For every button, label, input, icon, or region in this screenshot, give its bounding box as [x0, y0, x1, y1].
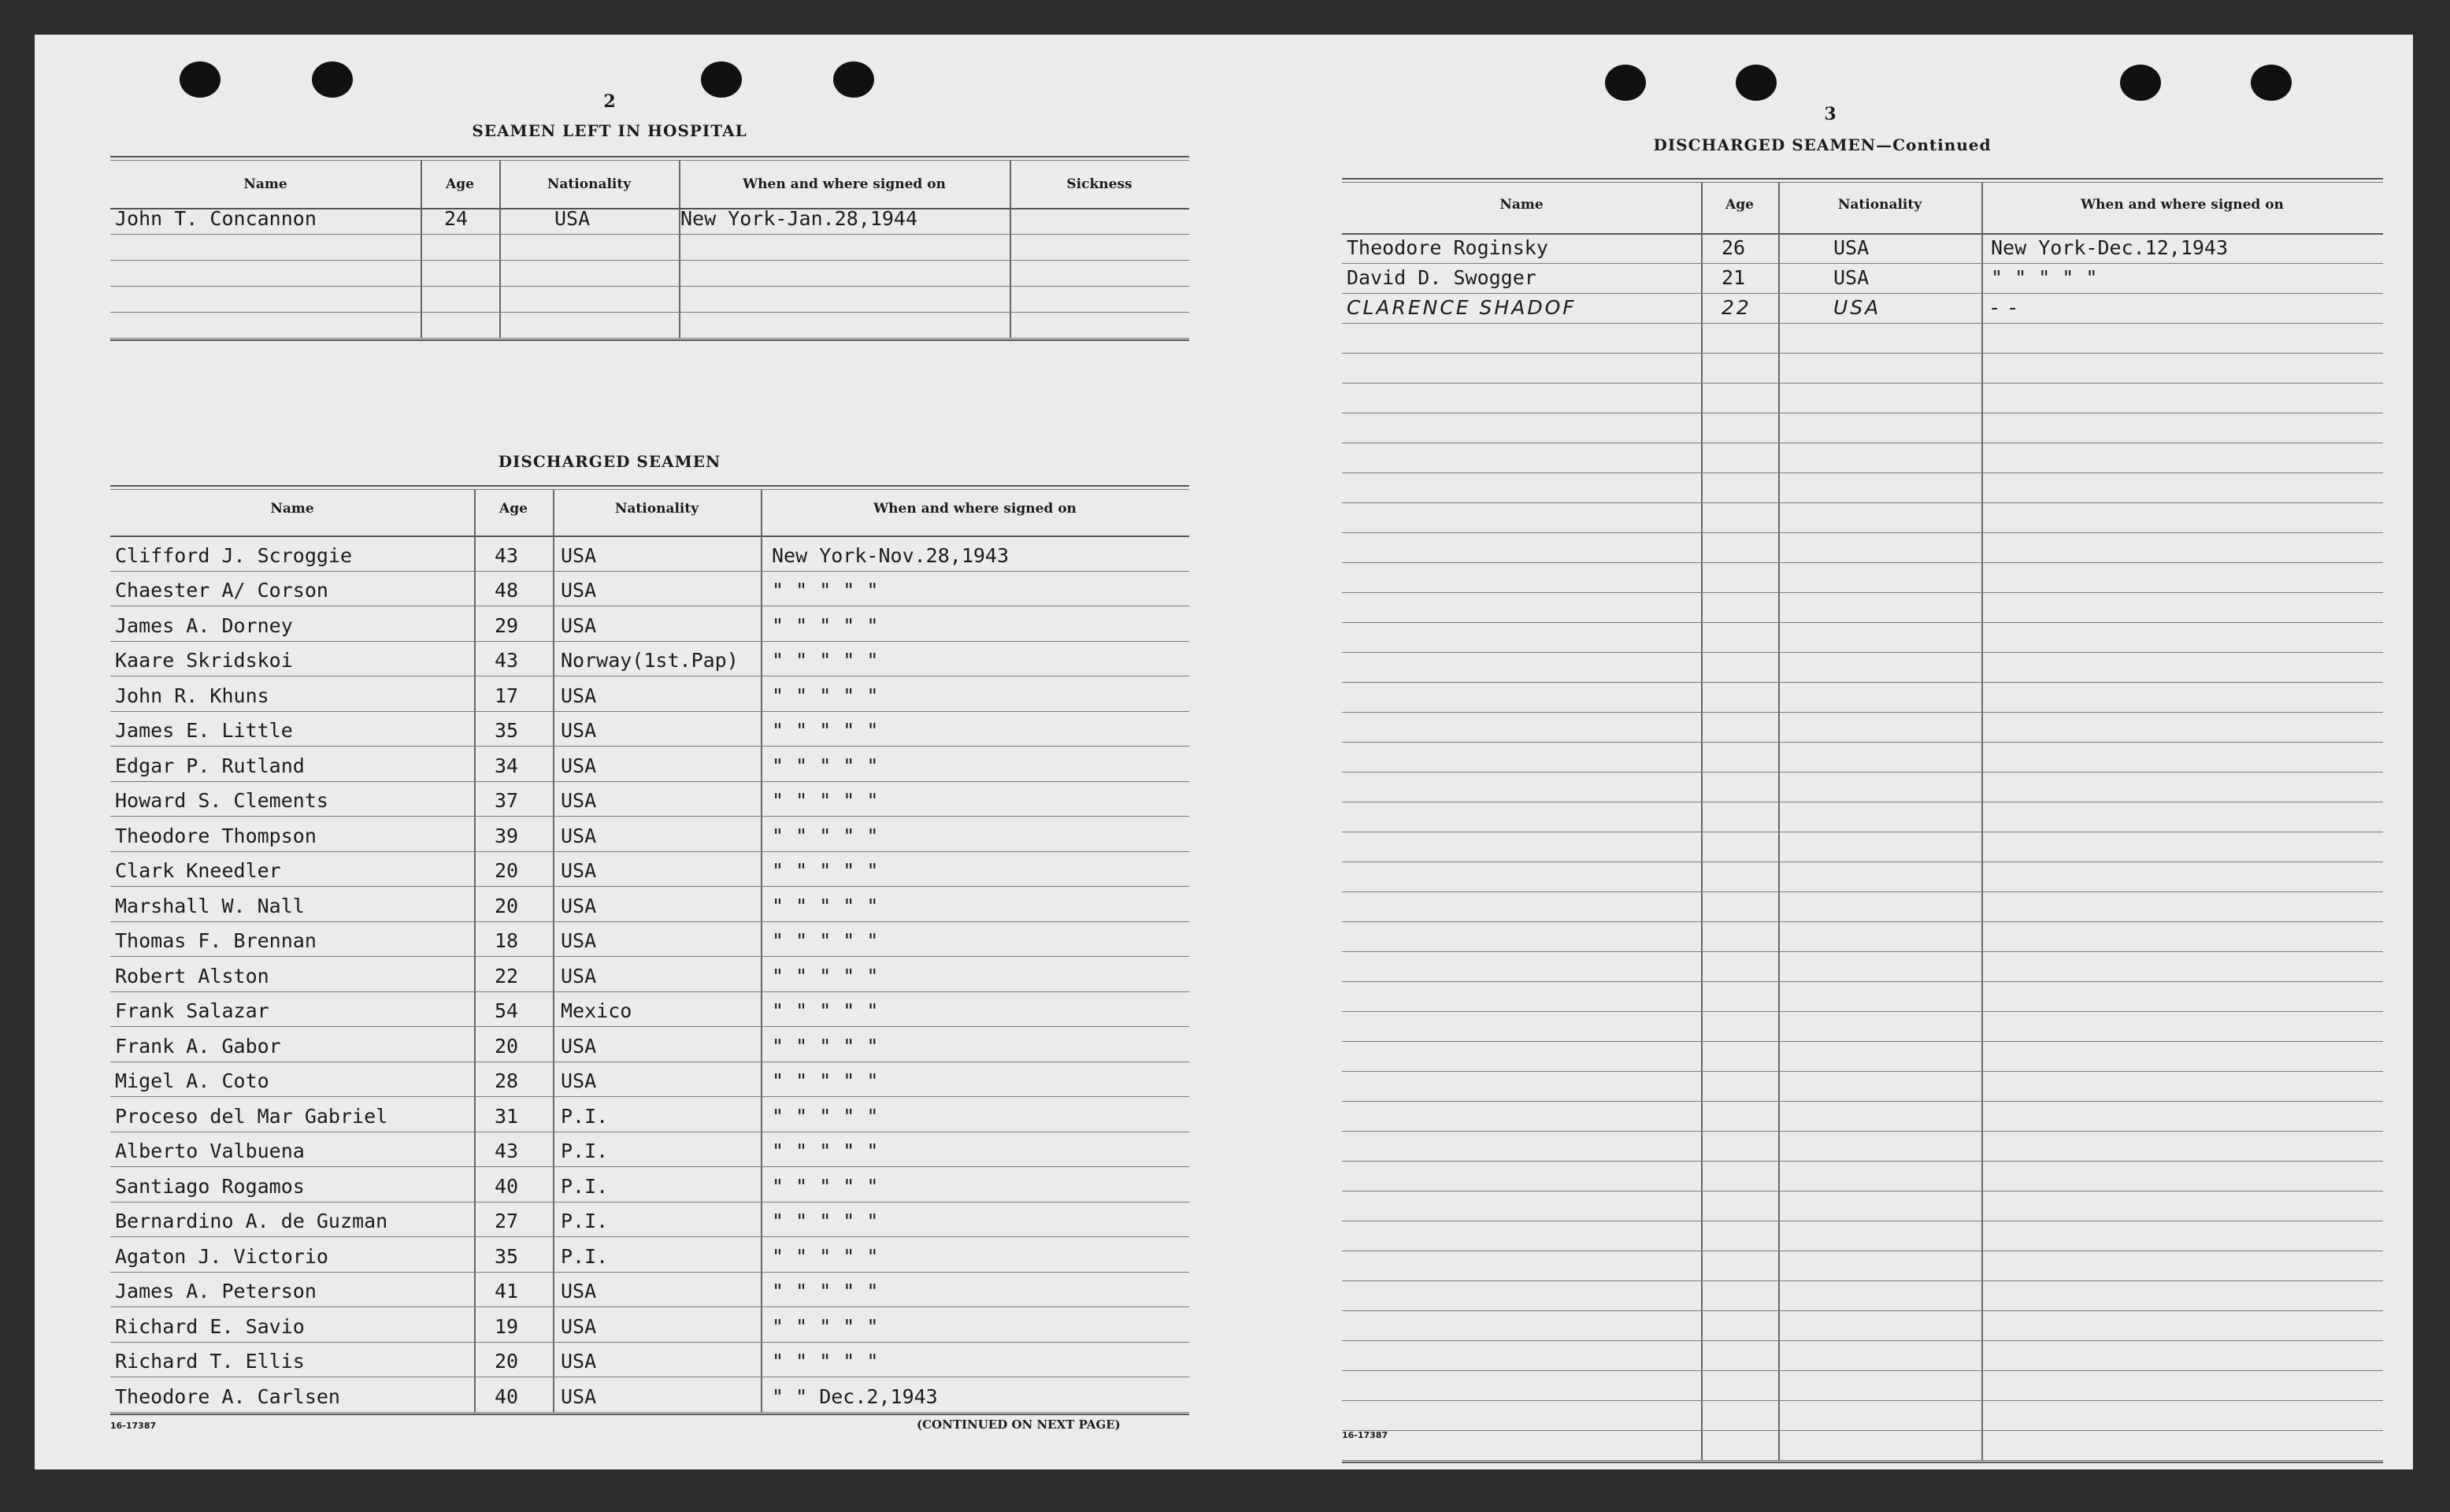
- row-rule: [1342, 592, 2383, 593]
- row-rule: [110, 641, 1189, 642]
- row-rule: [1342, 532, 2383, 533]
- column-header-signed-on: When and where signed on: [873, 501, 1077, 517]
- row-rule: [110, 816, 1189, 817]
- row-rule: [110, 781, 1189, 782]
- column-header-name: Name: [1499, 197, 1544, 213]
- signed-on-cell: " " " " ": [772, 1104, 879, 1128]
- column-header-sickness: Sickness: [1066, 176, 1132, 192]
- row-rule: [110, 1306, 1189, 1307]
- nationality-cell: USA: [561, 1069, 597, 1092]
- column-header-name: Name: [243, 176, 287, 192]
- name-cell: John T. Concannon: [115, 207, 317, 230]
- age-cell: 40: [495, 1174, 519, 1198]
- row-rule: [1342, 293, 2383, 294]
- row-rule: [110, 1342, 1189, 1343]
- signed-on-cell: " " " " ": [772, 1244, 879, 1268]
- column-divider: [1981, 183, 1983, 1460]
- row-rule: [110, 851, 1189, 852]
- row-rule: [110, 312, 1189, 313]
- row-rule: [110, 956, 1189, 957]
- name-cell: Robert Alston: [115, 964, 269, 988]
- row-rule: [1342, 951, 2383, 952]
- age-cell: 37: [495, 789, 519, 812]
- ledger-sheet: [35, 35, 2413, 1469]
- age-cell: 21: [1722, 266, 1746, 289]
- nationality-cell: Mexico: [561, 999, 632, 1022]
- row-rule: [1342, 1310, 2383, 1311]
- signed-on-cell: " " " " ": [772, 1034, 879, 1058]
- table-top-rule: [110, 160, 1189, 161]
- nationality-cell: USA: [1833, 266, 1870, 289]
- column-header-nationality: Nationality: [1837, 197, 1922, 213]
- age-cell: 43: [495, 1140, 519, 1162]
- row-rule: [110, 921, 1189, 922]
- table-top-rule: [1342, 178, 2383, 180]
- nationality-cell: USA: [561, 1280, 597, 1303]
- name-cell: David D. Swogger: [1347, 266, 1536, 289]
- signed-on-cell: " " " " ": [772, 719, 879, 742]
- signed-on-cell: " " " " ": [772, 824, 879, 847]
- row-rule: [1342, 263, 2383, 264]
- nationality-cell: USA: [561, 684, 597, 707]
- column-divider: [553, 490, 554, 1412]
- nationality-cell: USA: [561, 543, 597, 567]
- name-cell: Theodore A. Carlsen: [115, 1384, 340, 1408]
- nationality-cell: P.I.: [561, 1174, 609, 1198]
- age-cell: 34: [495, 754, 519, 777]
- signed-on-cell: - -: [1991, 296, 2018, 319]
- name-cell: Proceso del Mar Gabriel: [115, 1104, 388, 1128]
- row-rule: [1342, 1280, 2383, 1281]
- row-rule: [110, 711, 1189, 712]
- nationality-cell: USA: [561, 754, 597, 777]
- row-rule: [1342, 682, 2383, 683]
- table-top-rule: [110, 489, 1189, 490]
- name-cell: James E. Little: [115, 719, 293, 742]
- column-header-signed-on: When and where signed on: [743, 176, 946, 192]
- signed-on-cell: " " " " ": [772, 1140, 879, 1162]
- column-header-age: Age: [1725, 197, 1754, 213]
- row-rule: [1342, 323, 2383, 324]
- name-cell: Clifford J. Scroggie: [115, 543, 353, 567]
- row-rule: [1342, 502, 2383, 503]
- age-cell: 39: [495, 824, 519, 847]
- nationality-cell: USA: [561, 613, 597, 637]
- signed-on-cell: " " " " ": [772, 929, 879, 952]
- age-cell: 28: [495, 1069, 519, 1092]
- table-top-rule: [110, 156, 1189, 158]
- row-rule: [110, 746, 1189, 747]
- column-divider: [1778, 183, 1780, 1460]
- row-rule: [1342, 742, 2383, 743]
- age-cell: 26: [1722, 236, 1746, 259]
- name-cell: James A. Dorney: [115, 613, 293, 637]
- form-code: 16-17387: [1342, 1430, 1388, 1440]
- row-rule: [110, 886, 1189, 887]
- nationality-cell: USA: [561, 964, 597, 988]
- name-cell: James A. Peterson: [115, 1280, 317, 1303]
- nationality-cell: P.I.: [561, 1210, 609, 1232]
- age-cell: 40: [495, 1384, 519, 1408]
- row-rule: [1342, 1430, 2383, 1431]
- signed-on-cell: " " " " ": [772, 999, 879, 1022]
- row-rule: [110, 234, 1189, 235]
- nationality-cell: USA: [1833, 296, 1881, 319]
- signed-on-cell: " " " " ": [772, 579, 879, 602]
- age-cell: 24: [444, 207, 469, 230]
- column-divider: [474, 490, 476, 1412]
- signed-on-cell: " " " " ": [772, 1174, 879, 1198]
- nationality-cell: USA: [561, 929, 597, 952]
- column-header-nationality: Nationality: [614, 501, 699, 517]
- row-rule: [110, 338, 1189, 339]
- signed-on-cell: " " " " ": [772, 1350, 879, 1373]
- nationality-cell: USA: [561, 1350, 597, 1373]
- row-rule: [110, 1272, 1189, 1273]
- age-cell: 31: [495, 1104, 519, 1128]
- name-cell: Clark Kneedler: [115, 859, 281, 882]
- table-top-rule: [1342, 182, 2383, 183]
- nationality-cell: P.I.: [561, 1104, 609, 1128]
- name-cell: Richard E. Savio: [115, 1314, 305, 1338]
- row-rule: [1342, 1460, 2383, 1461]
- discharged-continued-title: DISCHARGED SEAMEN—Continued: [1653, 135, 1992, 154]
- signed-on-cell: " " " " ": [772, 1069, 879, 1092]
- signed-on-cell: " " " " ": [772, 684, 879, 707]
- row-rule: [1342, 472, 2383, 473]
- row-rule: [1342, 712, 2383, 713]
- age-cell: 22: [1722, 296, 1751, 319]
- signed-on-cell: " " " " ": [772, 1314, 879, 1338]
- row-rule: [1342, 1011, 2383, 1012]
- age-cell: 29: [495, 613, 519, 637]
- age-cell: 19: [495, 1314, 519, 1338]
- age-cell: 43: [495, 649, 519, 672]
- signed-on-cell: New York-Nov.28,1943: [772, 543, 1010, 567]
- nationality-cell: USA: [561, 894, 597, 917]
- signed-on-cell: " " " " ": [772, 1210, 879, 1232]
- age-cell: 18: [495, 929, 519, 952]
- age-cell: 35: [495, 719, 519, 742]
- row-rule: [110, 1096, 1189, 1097]
- row-rule: [1342, 981, 2383, 982]
- column-header-signed-on: When and where signed on: [2081, 197, 2284, 213]
- column-divider: [761, 490, 762, 1412]
- name-cell: Theodore Roginsky: [1347, 236, 1548, 259]
- nationality-cell: USA: [554, 207, 591, 230]
- nationality-cell: USA: [561, 1314, 597, 1338]
- name-cell: John R. Khuns: [115, 684, 269, 707]
- table-bottom-rule: [110, 1414, 1189, 1415]
- table-bottom-rule: [110, 339, 1189, 341]
- age-cell: 41: [495, 1280, 519, 1303]
- row-rule: [1342, 921, 2383, 922]
- header-rule: [110, 536, 1189, 537]
- row-rule: [1342, 1340, 2383, 1341]
- column-header-nationality: Nationality: [547, 176, 632, 192]
- name-cell: Edgar P. Rutland: [115, 754, 305, 777]
- row-rule: [1342, 1400, 2383, 1401]
- column-header-name: Name: [270, 501, 314, 517]
- nationality-cell: USA: [561, 719, 597, 742]
- discharged-section-title: DISCHARGED SEAMEN: [498, 452, 721, 471]
- signed-on-cell: " " " " ": [1991, 266, 2098, 289]
- name-cell: Migel A. Coto: [115, 1069, 269, 1092]
- age-cell: 48: [495, 579, 519, 602]
- signed-on-cell: New York-Dec.12,1943: [1991, 236, 2229, 259]
- nationality-cell: USA: [1833, 236, 1870, 259]
- signed-on-cell: " " " " ": [772, 613, 879, 637]
- signed-on-cell: New York-Jan.28,1944: [680, 207, 918, 230]
- age-cell: 20: [495, 859, 519, 882]
- continued-note: (CONTINUED ON NEXT PAGE): [917, 1418, 1121, 1432]
- name-cell: Richard T. Ellis: [115, 1350, 305, 1373]
- name-cell: Thomas F. Brennan: [115, 929, 317, 952]
- name-cell: Bernardino A. de Guzman: [115, 1210, 388, 1232]
- age-cell: 43: [495, 543, 519, 567]
- page-number: 3: [1824, 104, 1837, 124]
- header-rule: [1342, 233, 2383, 235]
- row-rule: [110, 1026, 1189, 1027]
- age-cell: 20: [495, 1034, 519, 1058]
- name-cell: Marshall W. Nall: [115, 894, 305, 917]
- signed-on-cell: " " " " ": [772, 754, 879, 777]
- name-cell: Chaester A/ Corson: [115, 579, 328, 602]
- name-cell: Theodore Thompson: [115, 824, 317, 847]
- name-cell: Santiago Rogamos: [115, 1174, 305, 1198]
- name-cell: Kaare Skridskoi: [115, 649, 293, 672]
- right-page: [1263, 35, 2413, 1469]
- name-cell: CLARENCE SHADOF: [1347, 296, 1577, 319]
- row-rule: [1342, 772, 2383, 773]
- signed-on-cell: " " " " ": [772, 859, 879, 882]
- row-rule: [110, 1166, 1189, 1167]
- row-rule: [110, 571, 1189, 572]
- age-cell: 20: [495, 1350, 519, 1373]
- age-cell: 54: [495, 999, 519, 1022]
- signed-on-cell: " " " " ": [772, 1280, 879, 1303]
- age-cell: 35: [495, 1244, 519, 1268]
- row-rule: [1342, 562, 2383, 563]
- row-rule: [1342, 652, 2383, 653]
- left-page: [35, 35, 1184, 1469]
- row-rule: [1342, 1131, 2383, 1132]
- name-cell: Howard S. Clements: [115, 789, 328, 812]
- row-rule: [1342, 1041, 2383, 1042]
- signed-on-cell: " " Dec.2,1943: [772, 1384, 938, 1408]
- row-rule: [110, 991, 1189, 992]
- hospital-section-title: SEAMEN LEFT IN HOSPITAL: [472, 121, 747, 140]
- signed-on-cell: " " " " ": [772, 894, 879, 917]
- signed-on-cell: " " " " ": [772, 789, 879, 812]
- nationality-cell: USA: [561, 859, 597, 882]
- row-rule: [1342, 383, 2383, 384]
- table-top-rule: [110, 485, 1189, 487]
- form-code: 16-17387: [110, 1421, 157, 1431]
- nationality-cell: USA: [561, 1034, 597, 1058]
- nationality-cell: P.I.: [561, 1244, 609, 1268]
- nationality-cell: USA: [561, 824, 597, 847]
- name-cell: Frank A. Gabor: [115, 1034, 281, 1058]
- row-rule: [110, 286, 1189, 287]
- row-rule: [1342, 353, 2383, 354]
- row-rule: [1342, 622, 2383, 623]
- nationality-cell: USA: [561, 789, 597, 812]
- column-header-age: Age: [446, 176, 474, 192]
- nationality-cell: USA: [561, 1384, 597, 1408]
- row-rule: [110, 1202, 1189, 1203]
- name-cell: Frank Salazar: [115, 999, 269, 1022]
- name-cell: Agaton J. Victorio: [115, 1244, 328, 1268]
- age-cell: 22: [495, 964, 519, 988]
- row-rule: [1342, 1370, 2383, 1371]
- row-rule: [1342, 891, 2383, 892]
- row-rule: [110, 260, 1189, 261]
- column-header-age: Age: [499, 501, 528, 517]
- nationality-cell: USA: [561, 579, 597, 602]
- column-divider: [1701, 183, 1703, 1460]
- name-cell: Alberto Valbuena: [115, 1140, 305, 1162]
- row-rule: [1342, 1161, 2383, 1162]
- signed-on-cell: " " " " ": [772, 649, 879, 672]
- row-rule: [110, 1412, 1189, 1413]
- signed-on-cell: " " " " ": [772, 964, 879, 988]
- row-rule: [1342, 1101, 2383, 1102]
- page-number: 2: [603, 91, 616, 112]
- nationality-cell: P.I.: [561, 1140, 609, 1162]
- nationality-cell: Norway(1st.Pap): [561, 649, 739, 672]
- row-rule: [1342, 1071, 2383, 1072]
- table-bottom-rule: [1342, 1462, 2383, 1463]
- row-rule: [110, 1236, 1189, 1237]
- age-cell: 17: [495, 684, 519, 707]
- age-cell: 27: [495, 1210, 519, 1232]
- age-cell: 20: [495, 894, 519, 917]
